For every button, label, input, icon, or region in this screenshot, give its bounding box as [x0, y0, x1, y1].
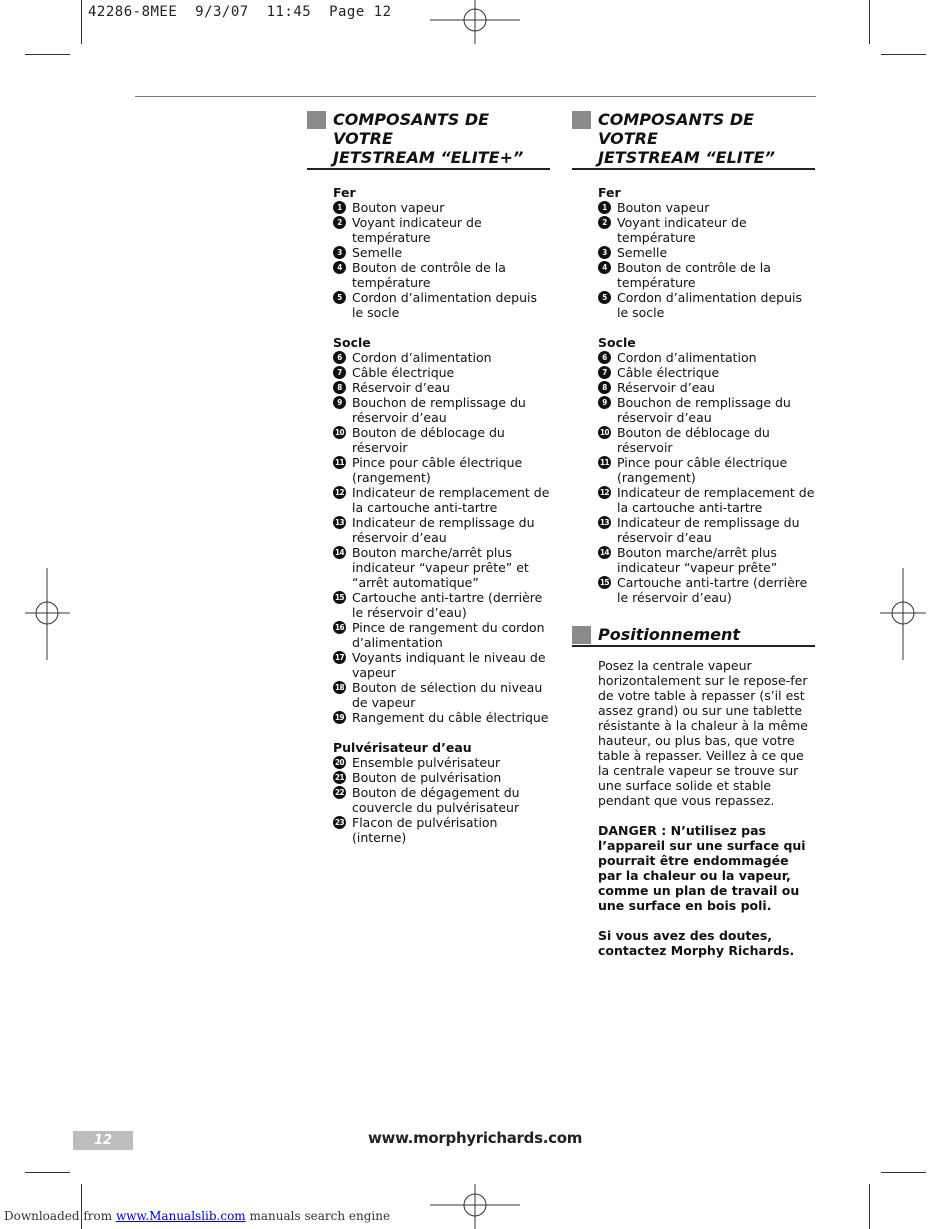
item-text: Cordon d’alimentation: [617, 350, 757, 365]
number-badge-icon: 20: [334, 758, 344, 767]
number-badge-icon: 15: [334, 593, 344, 602]
positioning-paragraph: Posez la centrale vapeur horizontalement sur le repose-fer de votre table à repasser (s’il est assez grand) ou sur une tablette résistante à la chaleur à la même hauteur, ou plus bas, que votre table à repasser. Veillez à ce que la centrale vapeur se trouve sur une surface solide et stable pendant que vous repassez.: [598, 658, 808, 808]
number-badge-icon: 15: [599, 578, 609, 587]
contact-note: Si vous avez des doutes, contactez Morphy Richards.: [598, 928, 795, 958]
item-text: Bouton de déblocage du réservoir: [617, 425, 770, 455]
list-item: [333, 650, 550, 680]
number-badge-icon: 10: [334, 428, 344, 437]
number-badge-icon: 4: [598, 261, 611, 274]
item-text: Semelle: [352, 245, 403, 260]
left-column: [307, 110, 550, 845]
number-badge-icon: 14: [334, 548, 344, 557]
item-text: Bouton de pulvérisation: [352, 770, 502, 785]
number-badge-icon: 8: [598, 381, 611, 394]
item-text: Cordon d’alimentation depuis le socle: [617, 290, 803, 320]
manualslib-link[interactable]: www.Manualslib.com: [115, 1209, 246, 1223]
list-item: [598, 365, 815, 380]
component-items: [333, 200, 550, 320]
number-badge-icon: 1: [333, 201, 346, 214]
group-title: Fer: [333, 185, 356, 200]
group-title: Socle: [598, 335, 636, 350]
section-title-line1: COMPOSANTS DE VOTRE: [333, 110, 490, 148]
crop-mark: [25, 1172, 70, 1173]
list-item: [598, 260, 815, 290]
section-header-elite-plus: [307, 110, 550, 170]
number-badge-icon: 11: [599, 458, 609, 467]
crop-mark: [869, 1184, 870, 1229]
page-number: 12: [73, 1131, 133, 1150]
number-badge-icon: 21: [334, 773, 344, 782]
item-text: Bouton de déblocage du réservoir: [352, 425, 505, 455]
list-item: [333, 245, 550, 260]
list-item: [333, 785, 550, 815]
list-item: [333, 365, 550, 380]
registration-mark-bottom: [430, 1184, 522, 1229]
number-badge-icon: 5: [598, 291, 611, 304]
list-item: [333, 515, 550, 545]
item-text: Bouchon de remplissage du réservoir d’eau: [352, 395, 526, 425]
list-item: [598, 245, 815, 260]
item-text: Cartouche anti-tartre (derrière le réservoir d’eau): [617, 575, 808, 605]
item-text: Rangement du câble électrique: [352, 710, 549, 725]
section-title-line1: COMPOSANTS DE VOTRE: [598, 110, 755, 148]
item-text: Semelle: [617, 245, 668, 260]
item-text: Pince pour câble électrique (rangement): [617, 455, 788, 485]
list-item: [333, 350, 550, 365]
danger-warning: DANGER : N’utilisez pas l’appareil sur une surface qui pourrait être endommagée par la chaleur ou la vapeur, comme un plan de travail ou une surface en bois poli.: [598, 823, 806, 913]
item-text: Pince de rangement du cordon d’alimentation: [352, 620, 545, 650]
list-item: [333, 380, 550, 395]
component-items: [333, 755, 550, 845]
list-item: [598, 200, 815, 215]
list-item: [333, 770, 550, 785]
list-item: [598, 425, 815, 455]
top-rule: [135, 96, 816, 97]
section-title-line2: JETSTREAM “ELITE”: [598, 148, 775, 167]
list-item: [598, 575, 815, 605]
item-text: Réservoir d’eau: [352, 380, 450, 395]
number-badge-icon: 12: [599, 488, 609, 497]
number-badge-icon: 23: [334, 818, 344, 827]
crop-mark: [25, 54, 70, 55]
list-item: [598, 350, 815, 365]
number-badge-icon: 9: [333, 396, 346, 409]
number-badge-icon: 18: [334, 683, 344, 692]
list-item: [598, 455, 815, 485]
group-title: Socle: [333, 335, 371, 350]
right-column: [572, 110, 815, 958]
item-text: Bouton de dégagement du couvercle du pulvérisateur: [352, 785, 520, 815]
number-badge-icon: 9: [598, 396, 611, 409]
section-square-icon: [572, 111, 591, 129]
item-text: Réservoir d’eau: [617, 380, 715, 395]
list-item: [333, 425, 550, 455]
number-badge-icon: 3: [333, 246, 346, 259]
list-item: [333, 680, 550, 710]
component-list: [307, 170, 550, 845]
list-item: [598, 545, 815, 575]
number-badge-icon: 5: [333, 291, 346, 304]
item-text: Bouton vapeur: [617, 200, 710, 215]
component-items: [598, 200, 815, 320]
item-text: Bouton de contrôle de la température: [617, 260, 771, 290]
component-items: [333, 350, 550, 725]
number-badge-icon: 7: [598, 366, 611, 379]
item-text: Cordon d’alimentation depuis le socle: [352, 290, 538, 320]
registration-mark-right: [880, 568, 926, 660]
item-text: Bouchon de remplissage du réservoir d’eau: [617, 395, 791, 425]
item-text: Voyant indicateur de température: [352, 215, 482, 245]
number-badge-icon: 16: [334, 623, 344, 632]
section-title-line2: JETSTREAM “ELITE+”: [333, 148, 524, 167]
list-item: [333, 455, 550, 485]
list-item: [598, 290, 815, 320]
number-badge-icon: 13: [599, 518, 609, 527]
item-text: Bouton marche/arrêt plus indicateur “vapeur prête”: [617, 545, 778, 575]
registration-mark-top: [430, 0, 522, 44]
positioning-title: Positionnement: [598, 625, 741, 644]
group-title: Fer: [598, 185, 621, 200]
list-item: [598, 395, 815, 425]
registration-mark-left: [25, 568, 70, 660]
list-item: [333, 710, 550, 725]
item-text: Câble électrique: [352, 365, 455, 380]
website-url: www.morphyrichards.com: [367, 1129, 583, 1147]
item-text: Flacon de pulvérisation (interne): [352, 815, 498, 845]
number-badge-icon: 14: [599, 548, 609, 557]
item-text: Ensemble pulvérisateur: [352, 755, 501, 770]
item-text: Voyant indicateur de température: [617, 215, 747, 245]
number-badge-icon: 2: [333, 216, 346, 229]
component-items: [598, 350, 815, 605]
number-badge-icon: 13: [334, 518, 344, 527]
item-text: Bouton de sélection du niveau de vapeur: [352, 680, 543, 710]
group-title: Pulvérisateur d’eau: [333, 740, 472, 755]
list-item: [333, 290, 550, 320]
number-badge-icon: 12: [334, 488, 344, 497]
download-prefix: Downloaded from: [4, 1209, 116, 1223]
item-text: Bouton marche/arrêt plus indicateur “vapeur prête” et “arrêt automatique”: [352, 545, 529, 590]
item-text: Indicateur de remplissage du réservoir d’eau: [617, 515, 800, 545]
download-footer: [4, 1209, 390, 1223]
item-text: Voyants indiquant le niveau de vapeur: [352, 650, 546, 680]
section-square-icon: [307, 111, 326, 129]
number-badge-icon: 17: [334, 653, 344, 662]
list-item: [598, 485, 815, 515]
number-badge-icon: 7: [333, 366, 346, 379]
section-header-positioning: [572, 625, 815, 647]
list-item: [333, 590, 550, 620]
number-badge-icon: 22: [334, 788, 344, 797]
crop-mark: [881, 1172, 926, 1173]
item-text: Cartouche anti-tartre (derrière le réservoir d’eau): [352, 590, 543, 620]
number-badge-icon: 8: [333, 381, 346, 394]
number-badge-icon: 10: [599, 428, 609, 437]
crop-mark: [81, 0, 82, 44]
item-text: Indicateur de remplissage du réservoir d’eau: [352, 515, 535, 545]
number-badge-icon: 11: [334, 458, 344, 467]
number-badge-icon: 1: [598, 201, 611, 214]
number-badge-icon: 3: [598, 246, 611, 259]
list-item: [598, 215, 815, 245]
positioning-content: [572, 647, 815, 958]
item-text: Bouton de contrôle de la température: [352, 260, 506, 290]
item-text: Indicateur de remplacement de la cartouche anti-tartre: [352, 485, 550, 515]
download-suffix: manuals search engine: [245, 1209, 391, 1223]
item-text: Câble électrique: [617, 365, 720, 380]
list-item: [333, 395, 550, 425]
number-badge-icon: 6: [598, 351, 611, 364]
number-badge-icon: 6: [333, 351, 346, 364]
list-item: [333, 200, 550, 215]
crop-mark: [881, 54, 926, 55]
number-badge-icon: 2: [598, 216, 611, 229]
list-item: [598, 515, 815, 545]
list-item: [333, 215, 550, 245]
item-text: Cordon d’alimentation: [352, 350, 492, 365]
item-text: Pince pour câble électrique (rangement): [352, 455, 523, 485]
crop-mark: [869, 0, 870, 44]
print-header: 42286-8MEE 9/3/07 11:45 Page 12: [88, 4, 392, 20]
section-header-elite: [572, 110, 815, 170]
list-item: [333, 545, 550, 590]
list-item: [333, 755, 550, 770]
section-square-icon: [572, 626, 591, 644]
list-item: [598, 380, 815, 395]
list-item: [333, 815, 550, 845]
list-item: [333, 260, 550, 290]
item-text: Indicateur de remplacement de la cartouche anti-tartre: [617, 485, 815, 515]
list-item: [333, 485, 550, 515]
number-badge-icon: 19: [334, 713, 344, 722]
list-item: [333, 620, 550, 650]
component-list: [572, 170, 815, 605]
item-text: Bouton vapeur: [352, 200, 445, 215]
number-badge-icon: 4: [333, 261, 346, 274]
